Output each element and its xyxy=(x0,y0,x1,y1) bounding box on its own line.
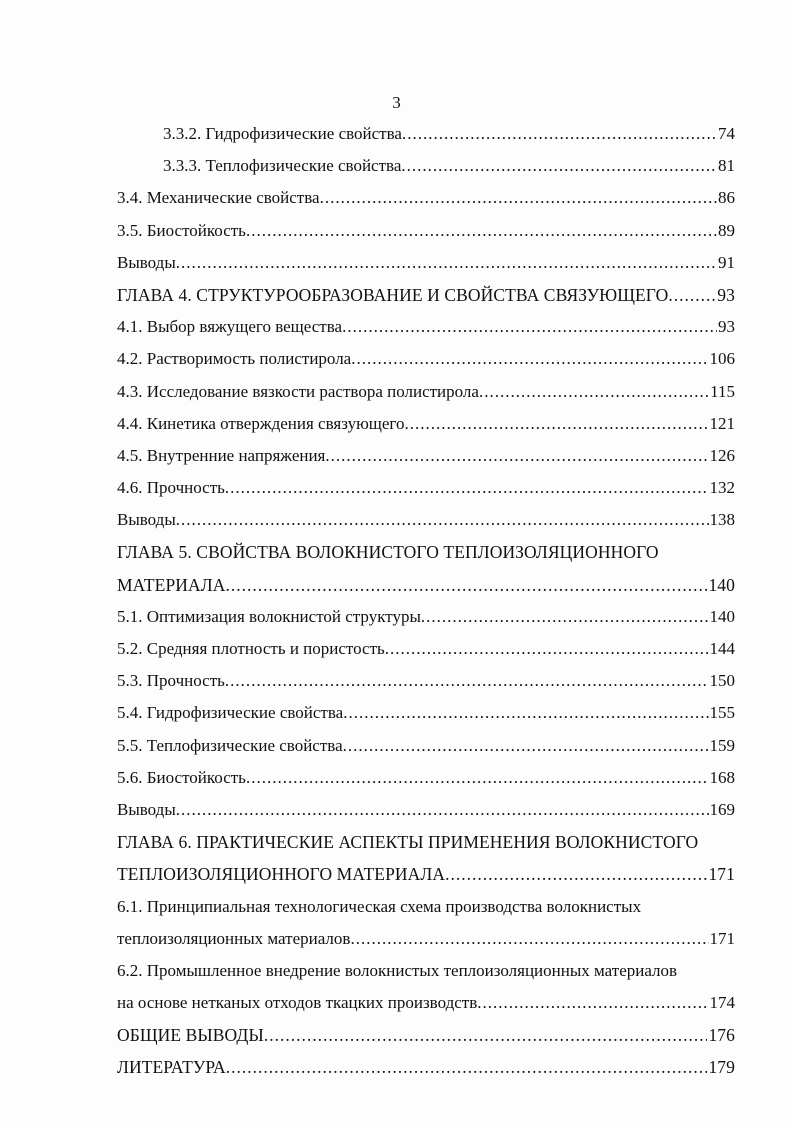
toc-entry-page: 179 xyxy=(708,1057,735,1078)
toc-entry-title: ГЛАВА 5. СВОЙСТВА ВОЛОКНИСТОГО ТЕПЛОИЗОЛЯЦИОННОГО xyxy=(117,542,659,563)
toc-entry-title: 3.4. Механические свойства xyxy=(117,188,320,208)
toc-entry-title: 6.2. Промышленное внедрение волокнистых теплоизоляционных материалов xyxy=(117,960,678,980)
toc-entry-page: 171 xyxy=(709,928,735,948)
toc-entry-continued xyxy=(117,923,735,955)
toc-entry-title: 4.1. Выбор вяжущего вещества xyxy=(117,317,343,337)
toc-entry-title: теплоизоляционных материалов xyxy=(117,928,351,948)
toc-entry xyxy=(117,730,735,762)
toc-entry xyxy=(117,343,735,375)
toc-entry-page: 140 xyxy=(708,574,735,595)
toc-entry-title: Выводы xyxy=(117,252,176,272)
toc-entry xyxy=(117,697,735,729)
toc-entry-title: 3.3.3. Теплофизические свойства xyxy=(163,156,402,176)
toc-entry-title: МАТЕРИАЛА xyxy=(117,574,226,595)
toc-entry-page: 144 xyxy=(709,639,735,658)
toc-leader-dots xyxy=(404,408,708,440)
toc-entry-title: 3.5. Биостойкость xyxy=(117,220,246,240)
toc-entry-page: 174 xyxy=(709,993,735,1013)
toc-entry-page: 155 xyxy=(709,703,735,723)
toc-leader-dots xyxy=(225,569,707,601)
toc-entry-title: 4.3. Исследование вязкости раствора полистирола xyxy=(117,381,479,401)
toc-entry xyxy=(117,440,735,472)
toc-leader-dots xyxy=(246,215,717,247)
toc-entry xyxy=(117,182,735,214)
toc-leader-dots xyxy=(343,730,709,762)
toc-entry xyxy=(117,762,735,794)
toc-section-heading xyxy=(117,1019,735,1051)
toc-entry-page: 121 xyxy=(709,413,735,433)
toc-entry xyxy=(117,150,735,182)
toc-entry xyxy=(117,504,735,536)
toc-entry xyxy=(117,794,735,826)
toc-entry-title: 4.4. Кинетика отверждения связующего xyxy=(117,413,405,433)
toc-chapter-heading xyxy=(117,826,735,858)
toc-leader-dots xyxy=(342,311,717,343)
toc-entry-title: 5.6. Биостойкость xyxy=(117,767,246,787)
toc-leader-dots xyxy=(350,923,708,955)
toc-entry-title: 3.3.2. Гидрофизические свойства xyxy=(163,124,402,143)
toc-entry-page: 91 xyxy=(718,252,735,272)
toc-entry-title: ОБЩИЕ ВЫВОДЫ xyxy=(117,1025,264,1046)
toc-entry-page: 140 xyxy=(709,606,735,626)
toc-leader-dots xyxy=(320,182,717,214)
toc-leader-dots xyxy=(226,1051,708,1083)
toc-entry-title: ТЕПЛОИЗОЛЯЦИОННОГО МАТЕРИАЛА xyxy=(117,864,446,885)
toc-entry-title: ГЛАВА 4. СТРУКТУРООБРАЗОВАНИЕ И СВОЙСТВА СВЯЗУЮЩЕГО xyxy=(117,284,669,305)
toc-leader-dots xyxy=(176,794,709,826)
toc-entry-page: 126 xyxy=(709,445,735,465)
toc-entry-page: 169 xyxy=(709,799,735,819)
toc-entry-page: 138 xyxy=(709,510,735,530)
toc-entry-title: 5.5. Теплофизические свойства xyxy=(117,735,343,755)
toc-entry-page: 89 xyxy=(718,220,735,240)
toc-leader-dots xyxy=(225,472,709,504)
toc-entry-page: 132 xyxy=(709,478,735,498)
toc-entry-page: 86 xyxy=(718,188,735,208)
toc-entry xyxy=(117,891,735,923)
toc-entry xyxy=(117,601,735,633)
toc-entry-page: 171 xyxy=(708,864,735,885)
toc-leader-dots xyxy=(445,858,707,890)
toc-entry-title: ГЛАВА 6. ПРАКТИЧЕСКИЕ АСПЕКТЫ ПРИМЕНЕНИЯ ВОЛОКНИСТОГО xyxy=(117,832,699,853)
toc-leader-dots xyxy=(421,601,709,633)
toc-entry xyxy=(117,472,735,504)
toc-entry-page: 106 xyxy=(709,349,735,369)
toc-entry-title: ЛИТЕРАТУРА xyxy=(117,1057,226,1078)
toc-entry-page: 81 xyxy=(718,156,735,176)
toc-entry-title: Выводы xyxy=(117,510,176,530)
toc-entry xyxy=(117,311,735,343)
toc-entry xyxy=(117,118,735,150)
toc-entry-page: 74 xyxy=(718,124,735,143)
toc-entry-title: 6.1. Принципиальная технологическая схема производства волокнистых xyxy=(117,896,642,916)
toc-entry-page: 115 xyxy=(710,381,735,401)
toc-entry-continued xyxy=(117,987,735,1019)
toc-leader-dots xyxy=(479,376,709,408)
toc-section-heading xyxy=(117,1051,735,1083)
toc-leader-dots xyxy=(477,987,708,1019)
toc-entry-title: 5.2. Средняя плотность и пористость xyxy=(117,639,385,658)
toc-leader-dots xyxy=(385,633,709,665)
toc-entry-page: 168 xyxy=(709,767,735,787)
toc-chapter-heading xyxy=(117,536,735,568)
toc-leader-dots xyxy=(176,504,709,536)
toc-chapter-heading xyxy=(117,279,735,311)
toc-leader-dots xyxy=(225,665,709,697)
toc-entry-title: 5.3. Прочность xyxy=(117,671,225,691)
toc-chapter-heading-continued xyxy=(117,569,735,601)
toc-entry xyxy=(117,633,735,665)
toc-leader-dots xyxy=(343,697,708,729)
toc-entry-title: 5.1. Оптимизация волокнистой структуры xyxy=(117,606,421,626)
table-of-contents xyxy=(117,118,735,1084)
toc-leader-dots xyxy=(668,279,716,311)
toc-leader-dots xyxy=(176,247,717,279)
toc-entry-title: 4.2. Растворимость полистирола xyxy=(117,349,352,369)
toc-entry-page: 176 xyxy=(708,1025,735,1046)
toc-entry xyxy=(117,408,735,440)
toc-leader-dots xyxy=(401,150,717,182)
toc-entry xyxy=(117,247,735,279)
toc-entry-title: 4.6. Прочность xyxy=(117,478,225,498)
page-number: 3 xyxy=(392,93,401,112)
toc-entry xyxy=(117,376,735,408)
toc-entry xyxy=(117,955,735,987)
toc-entry-page: 150 xyxy=(709,671,735,691)
toc-leader-dots xyxy=(264,1019,708,1051)
toc-entry-page: 93 xyxy=(718,317,735,337)
toc-chapter-heading-continued xyxy=(117,858,735,890)
toc-entry xyxy=(117,215,735,247)
toc-entry-title: 4.5. Внутренние напряжения xyxy=(117,445,326,465)
toc-entry-title: Выводы xyxy=(117,799,176,819)
toc-entry-title: 5.4. Гидрофизические свойства xyxy=(117,703,344,723)
toc-leader-dots xyxy=(351,343,708,375)
toc-entry-title: на основе нетканых отходов ткацких производств xyxy=(117,993,478,1013)
toc-entry xyxy=(117,665,735,697)
toc-entry-page: 159 xyxy=(709,735,735,755)
toc-leader-dots xyxy=(246,762,709,794)
toc-entry-page: 93 xyxy=(717,284,735,305)
toc-leader-dots xyxy=(402,118,717,150)
toc-leader-dots xyxy=(325,440,708,472)
